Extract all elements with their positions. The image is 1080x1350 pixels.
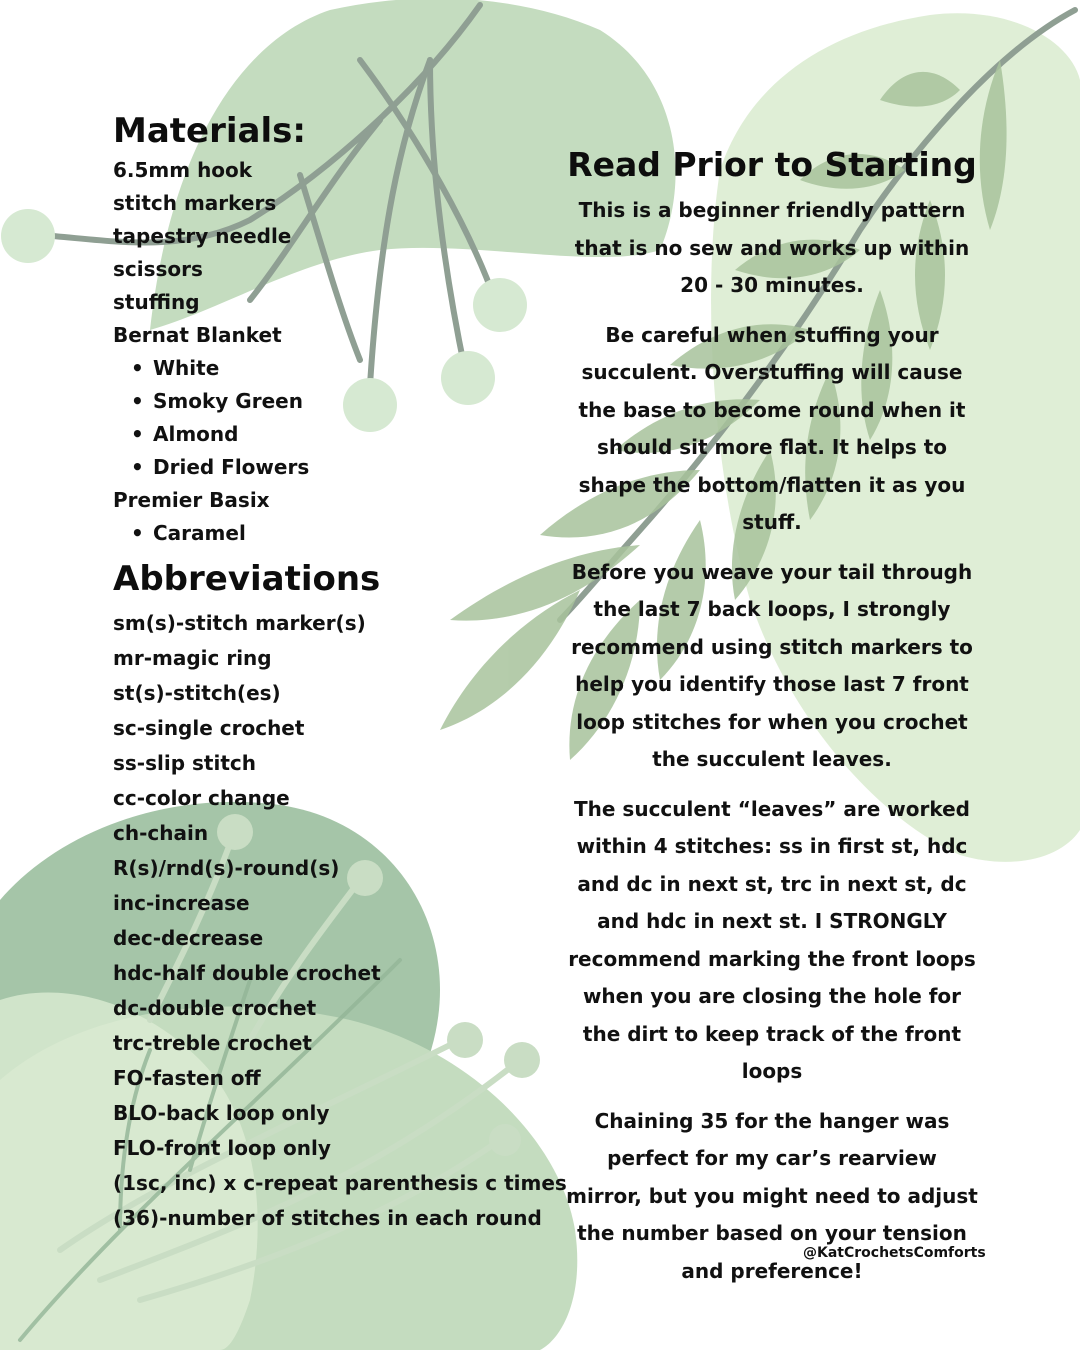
yarn-brand-name: Bernat Blanket — [113, 323, 282, 347]
yarn-color-list — [113, 517, 573, 550]
abbreviation-item: dec-decrease — [113, 926, 264, 950]
instructions-heading: Read Prior to Starting — [567, 145, 977, 184]
instruction-paragraph: The succulent “leaves” are worked within 4 stitches: ss in first st, hdc and dc in next st, trc in next st, dc and hdc in next st. I STRONGLY recommend marking the front loops when you are closing the hole for the dirt to keep track of the front loops — [568, 796, 976, 1083]
instruction-paragraph: Be careful when stuffing your succulent. Overstuffing will cause the base to become round when it should sit more flat. It helps to shape the bottom/flatten it as you stuff. — [578, 322, 966, 534]
abbreviation-item: ch-chain — [113, 821, 209, 845]
yarn-color: • Caramel — [153, 517, 573, 550]
abbreviation-item: BLO-back loop only — [113, 1101, 330, 1125]
abbreviation-item: dc-double crochet — [113, 996, 317, 1020]
material-item: 6.5mm hook — [113, 158, 253, 182]
abbreviation-item: sm(s)-stitch marker(s) — [113, 611, 366, 635]
abbreviation-item: cc-color change — [113, 786, 290, 810]
yarn-color: • Smoky Green — [153, 385, 573, 418]
yarn-color: • Dried Flowers — [153, 451, 573, 484]
yarn-brand-name: Premier Basix — [113, 488, 270, 512]
social-handle: @KatCrochetsComforts — [803, 1245, 986, 1261]
yarn-color-list — [113, 352, 573, 484]
abbreviation-item: inc-increase — [113, 891, 250, 915]
left-column — [113, 110, 573, 1236]
abbreviation-item: FLO-front loop only — [113, 1136, 331, 1160]
material-item: stuffing — [113, 290, 200, 314]
abbreviation-item: sc-single crochet — [113, 716, 305, 740]
materials-heading: Materials: — [113, 111, 306, 151]
instruction-paragraph: Before you weave your tail through the last 7 back loops, I strongly recommend using stitch markers to help you identify those last 7 front loop stitches for when you crochet the succulent leaves. — [571, 559, 973, 771]
right-column — [566, 142, 978, 1302]
abbreviation-item: mr-magic ring — [113, 646, 272, 670]
abbreviation-item: ss-slip stitch — [113, 751, 256, 775]
abbreviations-heading: Abbreviations — [113, 559, 381, 599]
material-item: scissors — [113, 257, 203, 281]
abbreviation-item: (1sc, inc) x c-repeat parenthesis c times — [113, 1171, 567, 1195]
abbreviation-item: trc-treble crochet — [113, 1031, 312, 1055]
material-item: stitch markers — [113, 191, 277, 215]
yarn-color: • Almond — [153, 418, 573, 451]
yarn-color: • White — [153, 352, 573, 385]
instruction-paragraph: This is a beginner friendly pattern that is no sew and works up within 20 - 30 minutes. — [574, 198, 970, 297]
materials-list — [113, 154, 573, 550]
abbreviation-item: (36)-number of stitches in each round — [113, 1206, 542, 1230]
abbreviations-list — [113, 606, 573, 1236]
material-item: tapestry needle — [113, 224, 292, 248]
abbreviation-item: R(s)/rnd(s)-round(s) — [113, 856, 340, 880]
abbreviation-item: st(s)-stitch(es) — [113, 681, 281, 705]
abbreviation-item: hdc-half double crochet — [113, 961, 381, 985]
instruction-paragraph: Chaining 35 for the hanger was perfect for my car’s rearview mirror, but you might need to adjust the number based on your tension and preference! — [566, 1108, 978, 1283]
yarn-brand-premier — [113, 484, 573, 550]
abbreviation-item: FO-fasten off — [113, 1066, 261, 1090]
yarn-brand-bernat — [113, 319, 573, 484]
